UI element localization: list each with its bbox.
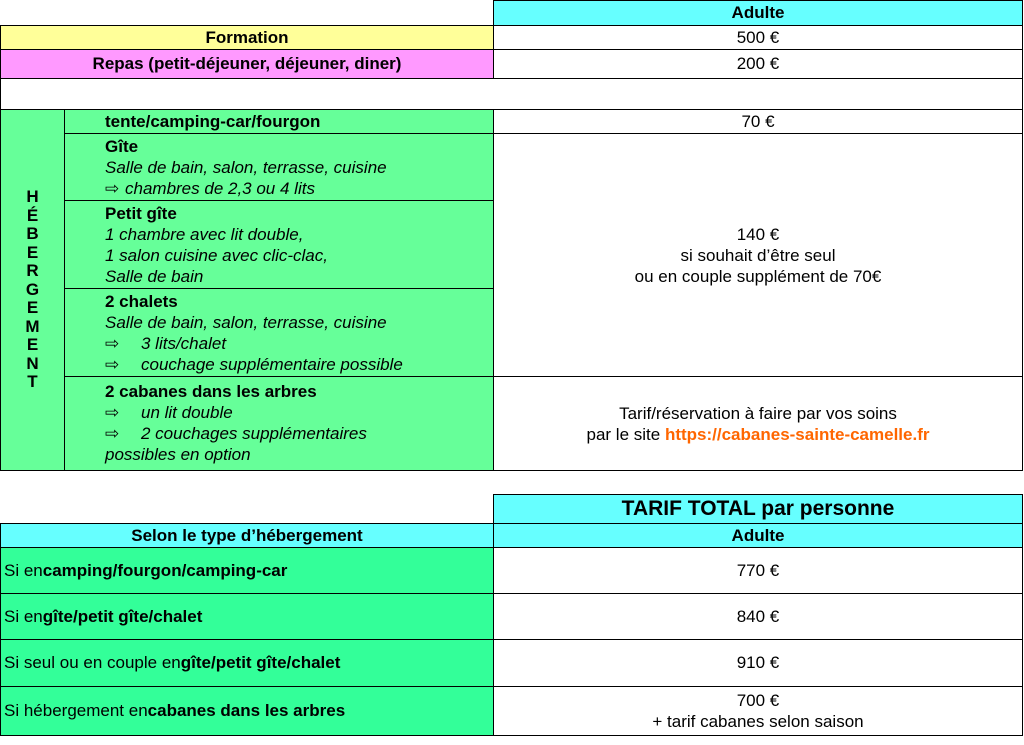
gite-cell: [64, 133, 494, 201]
tente-label: tente/camping-car/fourgon: [64, 109, 494, 134]
total-title: TARIF TOTAL par personne: [493, 494, 1023, 524]
vertical-letter: B: [26, 224, 39, 244]
cabanes-tarif-cell: [493, 376, 1023, 471]
vertical-letter: E: [26, 298, 39, 318]
formation-label: Formation: [0, 25, 494, 50]
spacer-row: [0, 78, 1023, 110]
chalets-title: 2 chalets: [105, 292, 178, 311]
total-row-1-label: Si en camping/fourgon/camping-car: [0, 547, 494, 594]
petit-gite-line3: Salle de bain: [105, 267, 204, 286]
shared-price-line1: 140 €: [736, 224, 780, 244]
total-row-4-price-line1: 700 €: [736, 691, 780, 710]
vertical-letter: T: [27, 372, 38, 392]
total-row-2-price: 840 €: [493, 593, 1023, 640]
total-row-3-price: 910 €: [493, 639, 1023, 687]
cabanes-title: 2 cabanes dans les arbres: [105, 382, 317, 401]
total-row-3-label: Si seul ou en couple en gîte/petit gîte/chalet: [0, 639, 494, 687]
total-col-right: Adulte: [493, 523, 1023, 548]
shared-price-line2: si souhait d’être seul: [680, 245, 836, 265]
total-row-1-price: 770 €: [493, 547, 1023, 594]
chalets-line1: Salle de bain, salon, terrasse, cuisine: [105, 313, 387, 332]
vertical-letter: M: [25, 316, 40, 336]
vertical-letter: E: [26, 335, 39, 355]
arrow-icon: ⇨: [105, 179, 120, 198]
vertical-letter: G: [25, 279, 40, 299]
hebergement-vertical-label: [0, 109, 65, 471]
petit-gite-line1: 1 chambre avec lit double,: [105, 225, 304, 244]
vertical-letter: E: [26, 242, 39, 262]
total-row-4-price: [493, 686, 1023, 736]
vertical-letter: N: [26, 353, 39, 373]
gite-line2-wrap: ⇨ chambres de 2,3 ou 4 lits: [105, 179, 315, 198]
chalets-cell: [64, 288, 494, 377]
arrow-icon: ⇨: [105, 424, 120, 443]
tente-price: 70 €: [493, 109, 1023, 134]
cabanes-link[interactable]: https://cabanes-sainte-camelle.fr: [664, 424, 930, 444]
gite-line1: Salle de bain, salon, terrasse, cuisine: [105, 158, 387, 177]
gite-title: Gîte: [105, 137, 139, 156]
vertical-letter: É: [26, 205, 39, 225]
vertical-letter: R: [26, 261, 39, 281]
cabanes-tarif-line1: Tarif/réservation à faire par vos soins: [619, 403, 897, 423]
arrow-icon: ⇨: [105, 355, 120, 374]
total-row-4-label: Si hébergement en cabanes dans les arbres: [0, 686, 494, 736]
repas-price: 200 €: [493, 49, 1023, 79]
petit-gite-cell: [64, 200, 494, 289]
total-row-2-label: Si en gîte/petit gîte/chalet: [0, 593, 494, 640]
cabanes-line1-wrap: ⇨ un lit double: [105, 403, 233, 422]
cabanes-cell: [64, 376, 494, 471]
shared-price-line3: ou en couple supplément de 70€: [634, 266, 882, 286]
repas-label: Repas (petit-déjeuner, déjeuner, diner): [0, 49, 494, 79]
shared-price-cell: [493, 133, 1023, 377]
chalets-line3-wrap: ⇨ couchage supplémentaire possible: [105, 355, 403, 374]
formation-price: 500 €: [493, 25, 1023, 50]
total-col-left: Selon le type d’hébergement: [0, 523, 494, 548]
petit-gite-line2: 1 salon cuisine avec clic-clac,: [105, 246, 328, 265]
petit-gite-title: Petit gîte: [105, 204, 177, 223]
cabanes-tarif-line2: par le site https://cabanes-sainte-camelle.fr: [586, 424, 930, 444]
header-adulte: Adulte: [493, 0, 1023, 26]
arrow-icon: ⇨: [105, 403, 120, 422]
vertical-letter: H: [26, 187, 39, 207]
cabanes-line3: possibles en option: [105, 445, 251, 464]
hebergement-letters: [25, 188, 39, 392]
cabanes-line2-wrap: ⇨ 2 couchages supplémentaires: [105, 424, 367, 443]
arrow-icon: ⇨: [105, 334, 120, 353]
total-row-4-price-line2: + tarif cabanes selon saison: [652, 712, 864, 731]
chalets-line2-wrap: ⇨ 3 lits/chalet: [105, 334, 227, 353]
